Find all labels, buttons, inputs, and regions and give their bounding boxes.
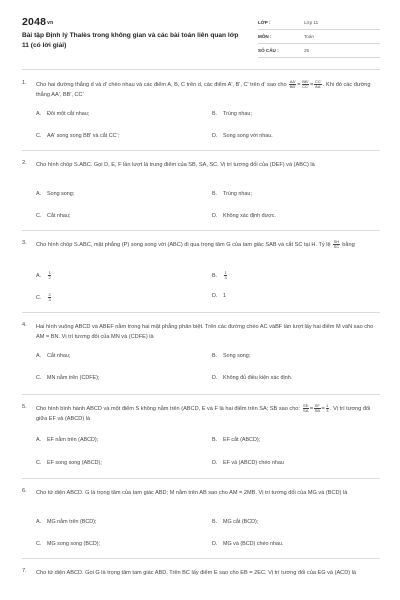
logo-suffix: vn — [47, 20, 54, 26]
question-text — [36, 404, 374, 425]
fraction — [289, 80, 296, 89]
option-label: A. — [36, 191, 42, 197]
option-label: D. — [212, 541, 218, 547]
option-label: B. — [212, 111, 218, 117]
question-number: 1. — [22, 80, 27, 86]
meta-row-subject — [258, 30, 380, 44]
option-text: Không đủ điều kiện xác định. — [223, 375, 293, 381]
question-divider — [22, 478, 380, 479]
option-label: C. — [36, 541, 42, 547]
option-c[interactable] — [36, 293, 52, 302]
fraction-numerator: 2 — [48, 292, 51, 297]
equals-sign: = — [297, 82, 301, 89]
question-text-part: . Vị trí tương đối giữa EF và (ABCD) là — [36, 406, 371, 423]
fraction-denominator: SC — [333, 244, 340, 250]
option-label: C. — [36, 460, 42, 466]
question-divider — [22, 150, 380, 151]
option-b[interactable] — [212, 437, 260, 443]
option-label: C. — [36, 133, 42, 139]
fraction-numerator: SE — [303, 403, 309, 408]
option-text: Song song; — [223, 353, 251, 359]
option-d[interactable] — [212, 375, 292, 381]
question-text — [36, 80, 374, 101]
option-text: EF cắt (ABCD); — [223, 437, 261, 443]
option-a[interactable] — [36, 191, 74, 197]
fraction-numerator: AA' — [289, 79, 296, 84]
fraction-denominator: SA — [303, 408, 309, 414]
option-c[interactable] — [36, 460, 102, 466]
fraction — [224, 271, 227, 280]
meta-key: MÔN : — [258, 34, 272, 39]
option-label: D. — [212, 213, 218, 219]
fraction — [48, 293, 51, 302]
fraction-denominator: SB — [314, 408, 320, 414]
option-text: Đôi một cắt nhau; — [47, 111, 90, 117]
option-text: MG song song (BCD); — [47, 541, 101, 547]
option-c[interactable] — [36, 375, 99, 381]
option-label: C. — [36, 375, 42, 381]
fraction — [326, 404, 329, 413]
option-label: A. — [36, 273, 42, 280]
meta-key: LỚP : — [258, 20, 271, 25]
fraction-numerator: 1 — [326, 403, 329, 408]
option-label: C. — [36, 213, 42, 219]
page-header — [22, 16, 380, 66]
option-label: D. — [212, 460, 218, 466]
option-b[interactable] — [212, 519, 258, 525]
option-label: A. — [36, 353, 42, 359]
fraction — [314, 80, 322, 89]
option-text: Cắt nhau; — [47, 213, 71, 219]
question-number: 5. — [22, 404, 27, 410]
option-text: MG cắt (BCD); — [223, 519, 259, 525]
meta-key: SỐ CÂU : — [258, 48, 279, 53]
question-text: Hai hình vuông ABCD và ABEF nằm trong hai mặt phẳng phân biệt. Trên các đường chéo AC vàBF lần lượt lấy hai điểm M vàN sao cho AM = BN. Vị trí tương đối của MN và (CDFE) là — [36, 324, 374, 341]
option-text: EF song song (ABCD); — [47, 460, 102, 466]
question-text-part: Cho hai đường thẳng d và d' chéo nhau và các điểm A, B, C trên d, các điểm A', B', C' trên d' sao cho — [36, 82, 289, 89]
question-number: 2. — [22, 160, 27, 166]
option-b[interactable] — [212, 271, 228, 280]
fraction — [48, 271, 51, 280]
question-number: 4. — [22, 322, 27, 328]
option-a[interactable] — [36, 519, 96, 525]
fraction-numerator: BB' — [302, 79, 309, 84]
option-text: Trùng nhau; — [223, 111, 252, 117]
question-text-part: . Khi đó các đường thẳng AA', BB', CC' — [36, 82, 371, 99]
fraction — [303, 404, 309, 413]
question-text — [36, 240, 374, 250]
option-a[interactable] — [36, 353, 70, 359]
meta-row-count — [258, 44, 380, 58]
equals-sign: = — [309, 406, 314, 413]
meta-value: Toán — [304, 34, 314, 39]
option-text: MG nằm trên (BCD); — [47, 519, 97, 525]
fraction-numerator: 1 — [224, 270, 227, 275]
option-d[interactable] — [212, 133, 273, 139]
option-text: Cắt nhau; — [47, 353, 71, 359]
option-d[interactable] — [212, 213, 276, 219]
fraction-denominator: 2 — [48, 275, 51, 281]
option-label: B. — [212, 191, 218, 197]
meta-table — [258, 16, 380, 58]
meta-row-class — [258, 16, 380, 30]
question-text: Cho tứ diện ABCD. Gọi G là trọng tâm tam giác ABD. Trên BC lấy điểm E sao cho EB = 2EC. Vị trí tương đối của EG và (ACD) là — [36, 570, 357, 576]
option-label: B. — [212, 437, 218, 443]
option-text: 1 — [223, 293, 226, 299]
question-divider — [22, 230, 380, 231]
option-label: B. — [212, 519, 218, 525]
option-b[interactable] — [212, 353, 250, 359]
fraction-denominator: 3 — [326, 408, 329, 414]
option-text: AA' song song BB' và cắt CC'; — [47, 133, 120, 139]
logo-main: 2048 — [22, 16, 47, 28]
fraction-denominator: CC' — [302, 84, 309, 90]
option-text: Song song với nhau. — [223, 133, 273, 139]
fraction-denominator: 3 — [48, 297, 51, 303]
option-label: C. — [36, 295, 42, 302]
fraction-numerator: 1 — [48, 270, 51, 275]
option-text: Trùng nhau; — [223, 191, 252, 197]
question-text-part: bằng — [340, 242, 355, 249]
option-a[interactable] — [36, 271, 52, 280]
question-text: Cho hình chóp S.ABC. Gọi D, E, F lần lượt là trung điểm của SB, SA, SC. Vị trí tương đối của (DEF) và (ABC) là — [36, 162, 315, 168]
fraction-numerator: CC' — [314, 79, 322, 84]
question-divider — [22, 394, 380, 395]
question-number: 3. — [22, 240, 27, 246]
fraction-denominator: BB' — [289, 84, 296, 90]
option-label: A. — [36, 437, 42, 443]
fraction-numerator: SH — [333, 239, 340, 244]
fraction-numerator: SF — [314, 403, 320, 408]
equals-sign: = — [310, 82, 314, 89]
question-number: 7. — [22, 568, 27, 574]
option-d[interactable] — [212, 293, 226, 299]
option-text: MG và (BCD) chéo nhau. — [223, 541, 284, 547]
option-label: D. — [212, 293, 218, 299]
option-text: MN nằm trên (CDFE); — [47, 375, 100, 381]
option-label: D. — [212, 133, 218, 139]
option-label: A. — [36, 111, 42, 117]
option-text: Song song; — [47, 191, 75, 197]
option-label: A. — [36, 519, 42, 525]
option-label: B. — [212, 273, 218, 280]
fraction — [314, 404, 320, 413]
option-a[interactable] — [36, 111, 89, 117]
option-b[interactable] — [212, 111, 252, 117]
option-label: B. — [212, 353, 218, 359]
fraction — [302, 80, 310, 89]
fraction-denominator: 3 — [224, 275, 227, 281]
meta-value: 25 — [304, 48, 310, 53]
fraction-denominator: AA' — [315, 84, 322, 90]
option-b[interactable] — [212, 191, 252, 197]
question-text-part: Cho hình bình hành ABCD và một điểm S không nằm trên (ABCD, E và F là hai điểm trên SA; SB sao cho: — [36, 406, 302, 413]
option-d[interactable] — [212, 460, 284, 466]
option-c[interactable] — [36, 213, 70, 219]
option-a[interactable] — [36, 437, 98, 443]
question-text-part: Cho hình chóp S.ABC, mặt phẳng (P) song song với (ABC) đi qua trọng tâm G của tam giác SAB và cắt SC tại H. Tỷ lệ — [36, 242, 333, 249]
site-logo[interactable] — [22, 16, 53, 28]
equals-sign: = — [321, 406, 325, 413]
question-divider — [22, 558, 380, 559]
option-text: EF và (ABCD) chéo nhau — [223, 460, 284, 466]
option-text: Không xác định được. — [223, 213, 276, 219]
question-text: Cho tứ diện ABCD. G là trọng tâm của tam giác ABD; M nằm trên AB sao cho AM = 2MB. Vị trí tương đối của MG và (BCD) là — [36, 490, 348, 496]
option-label: D. — [212, 375, 218, 381]
page-title: Bài tập Định lý Thalès trong không gian và các bài toán liên quan lớp 11 (có lời giải) — [22, 32, 239, 49]
meta-value: Lớp 11 — [304, 20, 319, 25]
option-c[interactable] — [36, 541, 100, 547]
option-text: EF nằm trên (ABCD); — [47, 437, 99, 443]
fraction — [333, 240, 340, 249]
option-d[interactable] — [212, 541, 284, 547]
question-divider — [22, 312, 380, 313]
question-number: 6. — [22, 488, 27, 494]
header-divider — [22, 69, 380, 70]
option-c[interactable] — [36, 133, 119, 139]
